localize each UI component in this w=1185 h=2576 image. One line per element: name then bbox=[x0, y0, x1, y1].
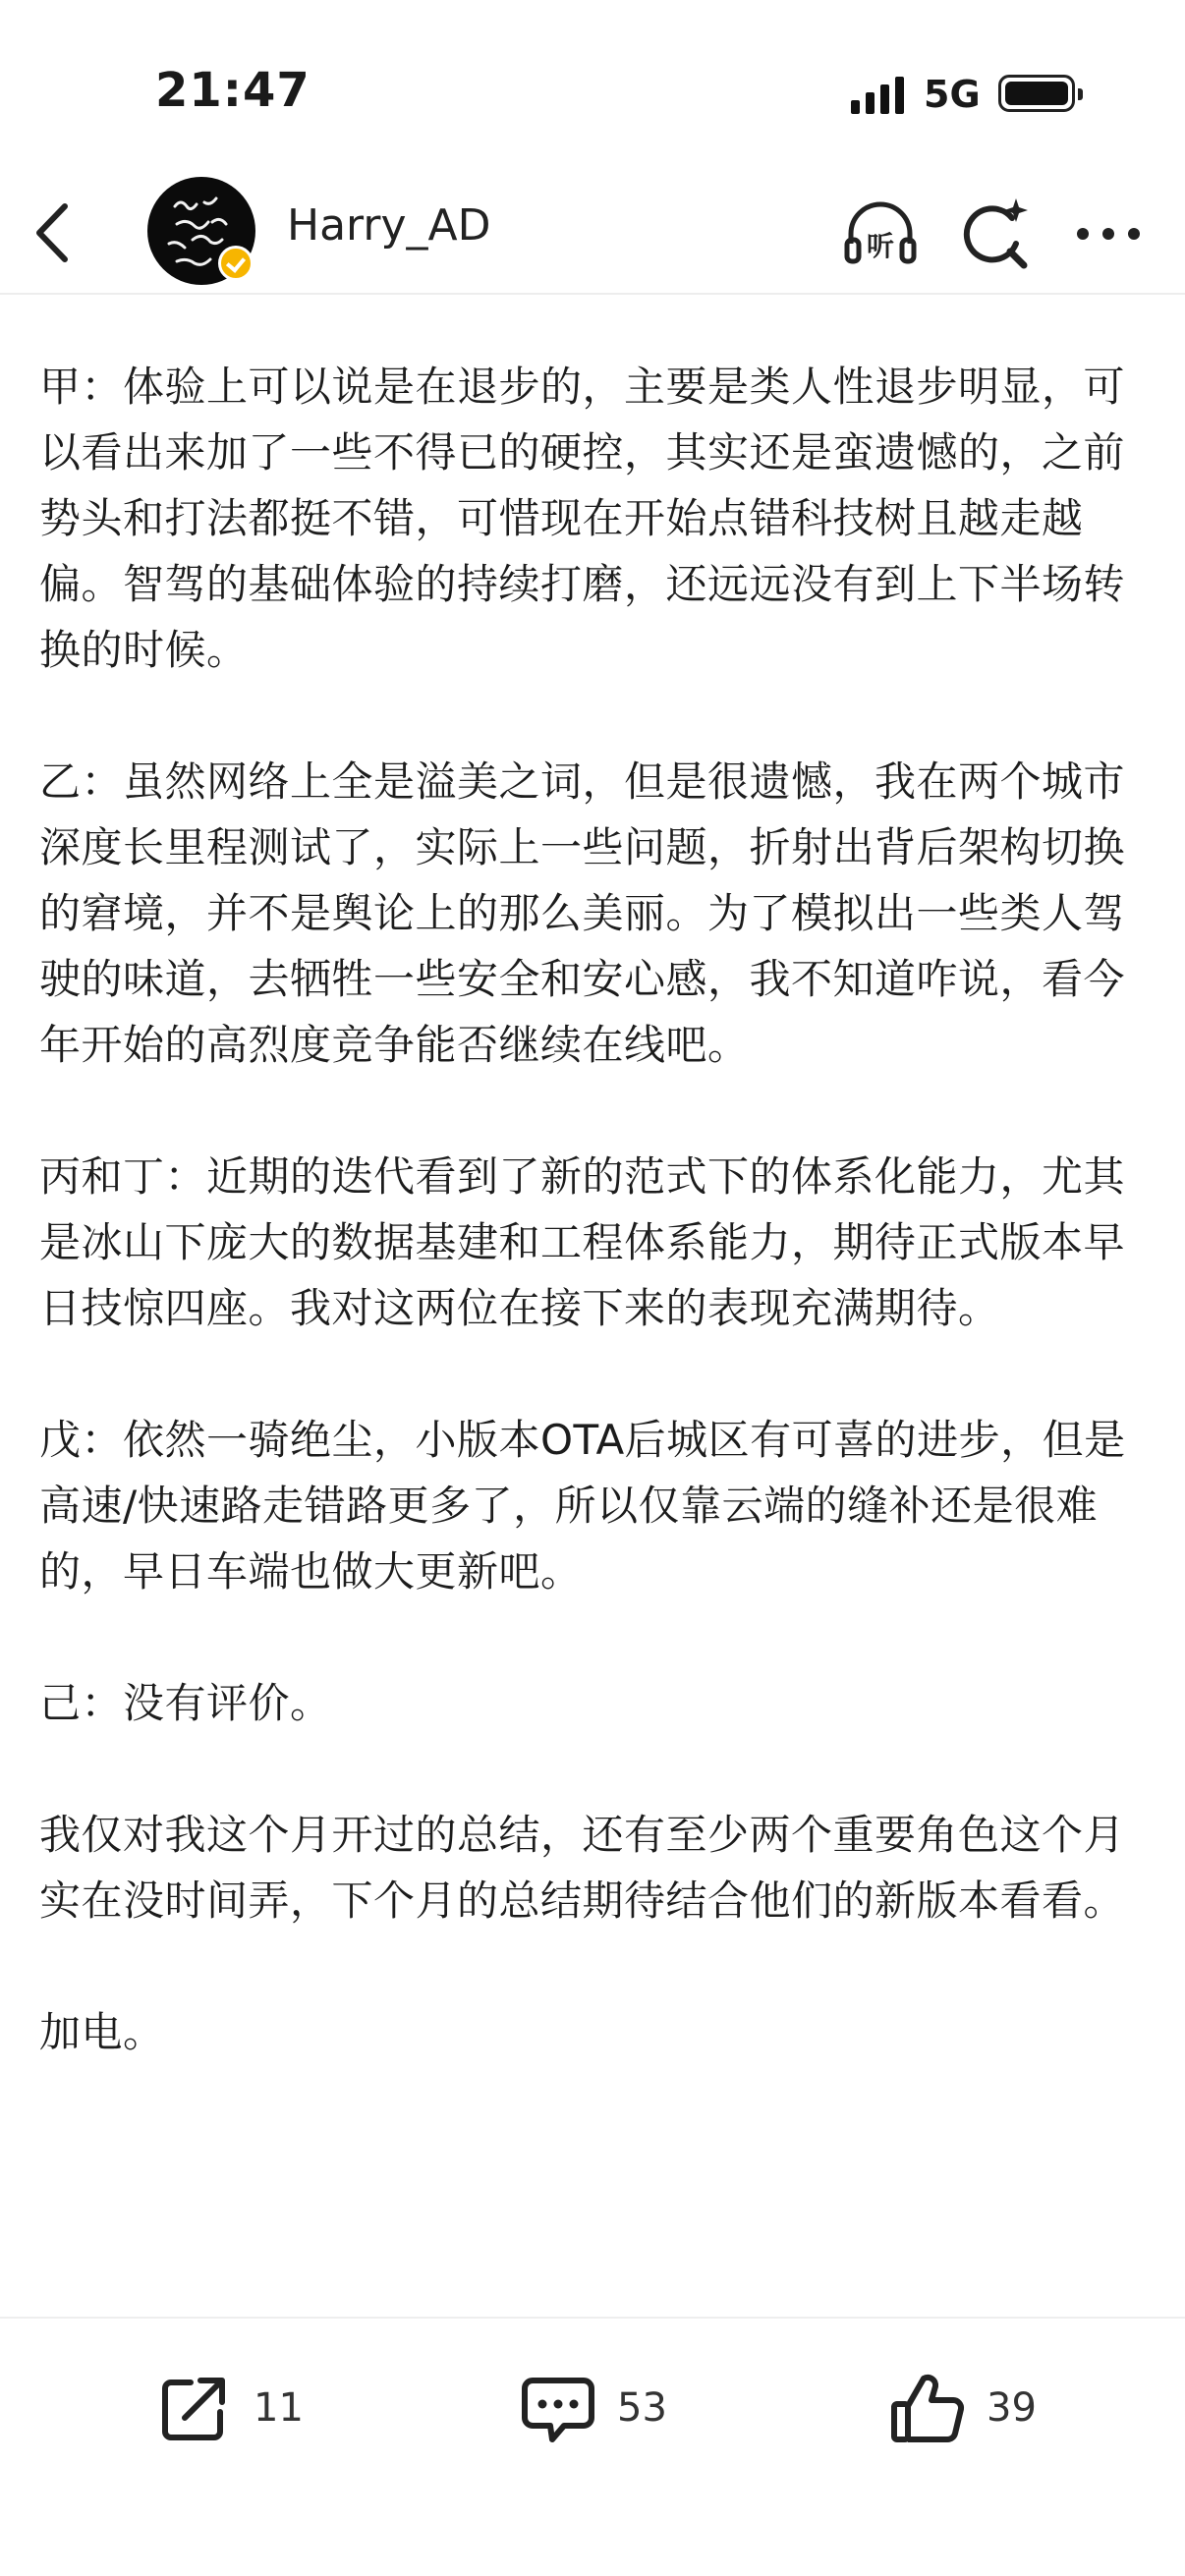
thumbs-up-icon bbox=[888, 2369, 967, 2447]
network-type: 5G bbox=[924, 73, 981, 116]
status-time: 21:47 bbox=[155, 63, 310, 118]
verified-badge-icon bbox=[218, 246, 254, 281]
paragraph-yi: 乙：虽然网络上全是溢美之词，但是很遗憾，我在两个城市深度长里程测试了，实际上一些问题，折射出背后架构切换的窘境，并不是舆论上的那么美丽。为了模拟出一些类人驾驶的味道，去牺牲一些安全和安心感，我不知道咋说，看今年开始的高烈度竞争能否继续在线吧。 bbox=[39, 757, 1126, 1069]
nav-bar bbox=[0, 167, 1185, 295]
comment-button[interactable] bbox=[519, 2364, 667, 2452]
chevron-left-icon bbox=[29, 198, 79, 267]
repost-button[interactable] bbox=[155, 2364, 304, 2452]
comment-bubble-icon bbox=[519, 2369, 597, 2447]
headphones-listen-icon bbox=[841, 195, 920, 273]
share-arrow-icon bbox=[155, 2369, 234, 2447]
back-button[interactable] bbox=[29, 198, 79, 267]
more-button[interactable] bbox=[1069, 195, 1148, 273]
sparkle-search-icon bbox=[955, 195, 1034, 273]
paragraph-summary: 我仅对我这个月开过的总结，还有至少两个重要角色这个月实在没时间弄，下个月的总结期待结合他们的新版本看看。 bbox=[39, 1811, 1126, 1925]
cellular-signal-icon bbox=[851, 77, 906, 114]
battery-icon bbox=[998, 75, 1075, 112]
paragraph-closing: 加电。 bbox=[39, 2008, 165, 2056]
paragraph-jia: 甲：体验上可以说是在退步的，主要是类人性退步明显，可以看出来加了一些不得已的硬控，其实还是蛮遗憾的，之前势头和打法都挺不错，可惜现在开始点错科技树且越走越偏。智驾的基础体验的持续打磨，还远远没有到上下半场转换的时候。 bbox=[39, 363, 1126, 674]
paragraph-wu: 戊：依然一骑绝尘，小版本OTA后城区有可喜的进步，但是高速/快速路走错路更多了，所以仅靠云端的缝补还是很难的，早日车端也做大更新吧。 bbox=[39, 1416, 1126, 1596]
svg-text:听: 听 bbox=[866, 230, 895, 262]
bottom-action-bar bbox=[0, 2317, 1185, 2576]
ai-search-button[interactable] bbox=[955, 195, 1034, 273]
paragraph-bing-ding: 丙和丁：近期的迭代看到了新的范式下的体系化能力，尤其是冰山下庞大的数据基建和工程体系能力，期待正式版本早日技惊四座。我对这两位在接下来的表现充满期待。 bbox=[39, 1152, 1126, 1332]
listen-button[interactable] bbox=[841, 195, 920, 273]
comment-count: 53 bbox=[617, 2385, 667, 2431]
more-dots-icon bbox=[1069, 195, 1148, 273]
repost-count: 11 bbox=[254, 2385, 304, 2431]
post-content bbox=[39, 354, 1150, 2065]
paragraph-ji: 己：没有评价。 bbox=[39, 1679, 332, 1727]
username[interactable]: Harry_AD bbox=[287, 200, 491, 251]
like-button[interactable] bbox=[888, 2364, 1037, 2452]
status-bar bbox=[0, 0, 1185, 167]
like-count: 39 bbox=[987, 2385, 1037, 2431]
